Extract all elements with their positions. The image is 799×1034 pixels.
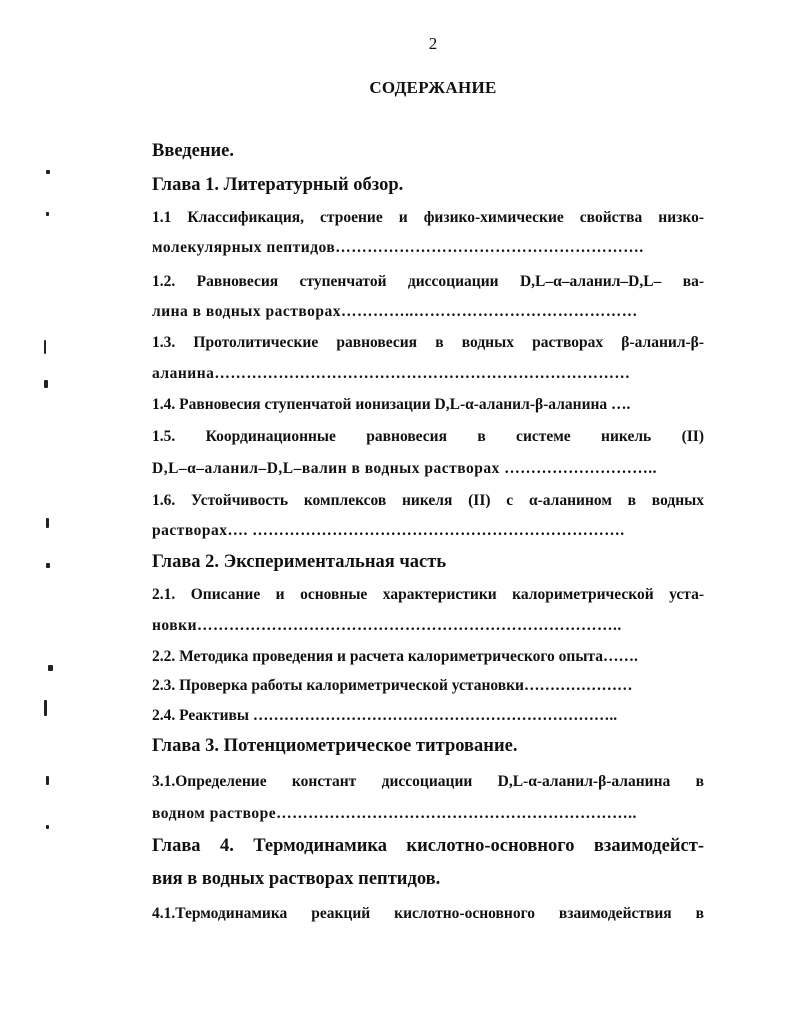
- toc-chapter-4-line2: вия в водных растворах пептидов.: [152, 869, 441, 889]
- toc-chapter-1: Глава 1. Литературный обзор.: [152, 175, 404, 195]
- scan-mark: [46, 212, 49, 216]
- toc-chapter-4-line1: Глава 4. Термодинамика кислотно-основного взаимодейст-: [152, 836, 704, 856]
- toc-section-1-5-line2: D,L–α–аланил–D,L–валин в водных растворах ………………………..: [152, 460, 657, 477]
- toc-section-1-3-line2: аланина……………………………………………………………………: [152, 365, 631, 382]
- scan-mark: [44, 340, 46, 354]
- toc-section-1-2-line2: лина в водных растворах…………..……………………………………: [152, 303, 638, 320]
- toc-section-1-1-line2: молекулярных пептидов………………………………………………….: [152, 239, 644, 256]
- scan-mark: [46, 170, 50, 174]
- page-title: СОДЕРЖАНИЕ: [369, 78, 497, 97]
- toc-section-2-4: 2.4. Реактивы ……………………………………………………………..: [152, 707, 618, 724]
- scan-mark: [46, 825, 49, 829]
- scan-mark: [48, 665, 53, 671]
- scan-mark: [44, 380, 48, 388]
- toc-section-4-1-line1: 4.1.Термодинамика реакций кислотно-основного взаимодействия в: [152, 905, 704, 922]
- page-number: 2: [428, 34, 438, 53]
- toc-section-1-6-line2: растворах…. …………………………………………………………….: [152, 522, 625, 539]
- toc-section-2-1-line1: 2.1. Описание и основные характеристики калориметрической уста-: [152, 586, 704, 603]
- toc-section-1-4: 1.4. Равновесия ступенчатой ионизации D,L-α-аланил-β-аланина ….: [152, 396, 631, 413]
- scan-mark: [46, 776, 49, 785]
- toc-section-1-1-line1: 1.1 Классификация, строение и физико-химические свойства низко-: [152, 209, 704, 226]
- toc-section-2-1-line2: новки……………………………………………………………………..: [152, 617, 622, 634]
- toc-chapter-3: Глава 3. Потенциометрическое титрование.: [152, 736, 518, 756]
- toc-section-2-2: 2.2. Методика проведения и расчета калориметрического опыта…….: [152, 648, 638, 665]
- toc-section-1-5-line1: 1.5. Координационные равновесия в системе никель (II): [152, 428, 704, 445]
- toc-intro: Введение.: [152, 141, 235, 161]
- toc-section-1-3-line1: 1.3. Протолитические равновесия в водных растворах β-аланил-β-: [152, 334, 704, 351]
- scan-mark: [44, 700, 47, 716]
- toc-section-1-6-line1: 1.6. Устойчивость комплексов никеля (II) с α-аланином в водных: [152, 492, 704, 509]
- scan-mark: [46, 563, 50, 568]
- toc-section-1-2-line1: 1.2. Равновесия ступенчатой диссоциации D,L–α–аланил–D,L– ва-: [152, 273, 704, 290]
- scan-mark: [46, 518, 49, 528]
- toc-section-3-1-line1: 3.1.Определение констант диссоциации D,L-α-аланил-β-аланина в: [152, 773, 704, 790]
- toc-section-3-1-line2: водном растворе…………………………………………………………..: [152, 805, 637, 822]
- toc-section-2-3: 2.3. Проверка работы калориметрической установки…………………: [152, 677, 633, 694]
- toc-chapter-2: Глава 2. Экспериментальная часть: [152, 552, 447, 572]
